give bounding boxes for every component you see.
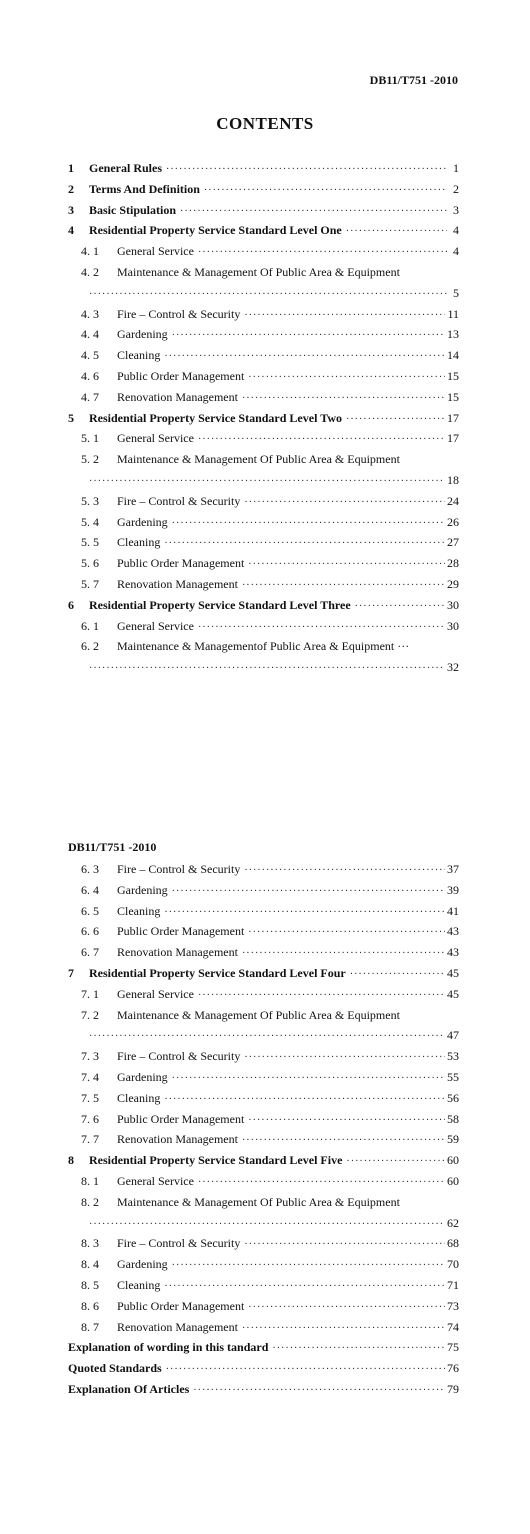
toc-entry-number: 5 <box>68 410 74 425</box>
toc-entry-page: 74 <box>447 1319 459 1334</box>
toc-entry[interactable] <box>68 880 459 901</box>
toc-entry-label: Renovation Management <box>117 576 238 591</box>
toc-leader-dots <box>198 618 445 639</box>
toc-entry-label: Maintenance & Management Of Public Area & Equipment <box>117 1194 400 1209</box>
toc-leader-dots <box>346 1152 445 1173</box>
toc-entry-label: Terms And Definition <box>89 181 200 196</box>
toc-leader-dots <box>242 1131 445 1152</box>
toc-entry-number: 7. 3 <box>81 1049 99 1064</box>
toc-entry-label: Renovation Management <box>117 389 238 404</box>
toc-entry-page: 30 <box>447 618 459 633</box>
toc-entry-page: 1 <box>453 161 459 175</box>
toc-entry-label: General Rules <box>89 161 162 175</box>
toc-entry-label: Cleaning <box>117 1090 161 1105</box>
toc-entry-number: 7. 6 <box>81 1111 99 1126</box>
toc-leader-dots <box>172 514 445 535</box>
toc-leader-dots <box>172 326 445 347</box>
toc-entry-label: Public Order Management <box>117 924 245 939</box>
toc-leader-dots <box>164 1277 445 1298</box>
toc-entry-page: 73 <box>447 1298 459 1313</box>
toc-entry[interactable] <box>68 984 459 1005</box>
toc-entry-number: 3 <box>68 202 74 217</box>
toc-entry[interactable] <box>68 158 459 179</box>
toc-entry-number: 4. 6 <box>81 368 99 383</box>
toc-entry-number: 6. 7 <box>81 945 99 960</box>
toc-entry-page: 2 <box>453 181 459 196</box>
toc-entry-label: Gardening <box>117 327 168 342</box>
toc-entry-number: 4. 3 <box>81 306 99 321</box>
toc-entry-number: 7. 1 <box>81 986 99 1001</box>
toc-entry-label: Maintenance & Management Of Public Area & Equipment <box>117 1007 400 1022</box>
toc-entry-page: 3 <box>453 202 459 217</box>
toc-leader-dots <box>164 534 445 555</box>
toc-entry-page: 17 <box>447 410 459 425</box>
toc-entry-page: 18 <box>447 472 459 487</box>
toc-leader-dots <box>193 1381 445 1402</box>
toc-entry-label: Quoted Standards <box>68 1361 162 1376</box>
toc-entry-page: 47 <box>447 1028 459 1043</box>
toc-entry[interactable] <box>68 200 459 221</box>
toc-entry-number: 5. 2 <box>81 452 99 467</box>
toc-leader-dots <box>198 430 445 451</box>
toc-entry[interactable] <box>68 1317 459 1338</box>
toc-entry-label: Gardening <box>117 1257 168 1272</box>
toc-entry[interactable] <box>68 408 459 429</box>
toc-entry-page: 24 <box>447 493 459 508</box>
toc-entry[interactable] <box>68 491 459 512</box>
toc-entry-page: 62 <box>447 1215 459 1230</box>
toc-entry-label: Explanation Of Articles <box>68 1381 190 1396</box>
toc-leader-dots <box>89 285 447 306</box>
toc-entry-page: 14 <box>447 348 459 363</box>
toc-leader-dots <box>198 986 445 1007</box>
toc-entry-number: 8. 6 <box>81 1298 99 1313</box>
toc-entry-page: 43 <box>447 945 459 960</box>
toc-entry-number: 5. 7 <box>81 576 99 591</box>
toc-leader-dots <box>248 368 445 389</box>
toc-leader-dots <box>244 306 445 327</box>
toc-leader-dots <box>198 243 447 264</box>
toc-leader-dots <box>242 944 445 965</box>
toc-entry[interactable] <box>68 921 459 942</box>
toc-entry-label: Maintenance & Managementof Public Area & Equipment ··· <box>117 639 410 654</box>
toc-entry[interactable] <box>68 1109 459 1130</box>
toc-entry-number: 7. 7 <box>81 1132 99 1147</box>
toc-entry-number: 8. 4 <box>81 1257 99 1272</box>
toc-entry[interactable] <box>68 512 459 533</box>
toc-entry[interactable] <box>68 1337 459 1358</box>
toc-entry[interactable] <box>68 901 459 922</box>
toc-leader-dots <box>172 1069 445 1090</box>
toc-entry-label: Basic Stipulation <box>89 202 177 217</box>
toc-leader-dots <box>172 882 445 903</box>
toc-entry[interactable] <box>68 942 459 963</box>
toc-entry-label: General Service <box>117 1173 194 1188</box>
toc-entry-number: 2 <box>68 181 74 196</box>
toc-entry[interactable] <box>68 1129 459 1150</box>
toc-entry-label: Residential Property Service Standard Level Three <box>89 597 351 612</box>
toc-leader-dots <box>89 1027 445 1048</box>
toc-entry-label: Gardening <box>117 1069 168 1084</box>
toc-entry-number: 7. 5 <box>81 1090 99 1105</box>
toc-entry-label: Fire – Control & Security <box>117 1236 241 1251</box>
document-code-header: DB11/T751 -2010 <box>369 73 458 87</box>
toc-leader-dots <box>166 1360 445 1381</box>
toc-entry-label: General Service <box>117 986 194 1001</box>
toc-entry[interactable] <box>68 574 459 595</box>
toc-entry-page: 68 <box>447 1236 459 1251</box>
toc-entry[interactable] <box>68 1296 459 1317</box>
toc-list-part1 <box>68 158 459 678</box>
toc-entry-page: 30 <box>447 597 459 612</box>
toc-leader-dots <box>164 903 445 924</box>
toc-entry-number: 5. 3 <box>81 493 99 508</box>
toc-entry[interactable] <box>68 1150 459 1171</box>
toc-entry-label: Fire – Control & Security <box>117 862 241 876</box>
toc-entry[interactable] <box>68 636 459 657</box>
toc-entry-page: 29 <box>447 576 459 591</box>
toc-entry[interactable] <box>68 220 459 241</box>
toc-entry-number: 8. 7 <box>81 1319 99 1334</box>
toc-leader-dots <box>248 1111 445 1132</box>
toc-entry-number: 6. 4 <box>81 882 99 897</box>
toc-entry-label: Public Order Management <box>117 368 245 383</box>
toc-entry-page: 4 <box>453 244 459 259</box>
toc-leader-dots <box>204 181 447 202</box>
toc-entry[interactable] <box>68 1379 459 1400</box>
toc-entry[interactable] <box>68 304 459 325</box>
toc-entry[interactable] <box>68 963 459 984</box>
toc-entry[interactable] <box>68 241 459 262</box>
toc-entry-label: Maintenance & Management Of Public Area & Equipment <box>117 452 400 467</box>
toc-entry-label: Cleaning <box>117 903 161 918</box>
toc-leader-dots <box>242 1319 445 1340</box>
toc-entry-page: 37 <box>447 862 459 876</box>
toc-entry-label: Maintenance & Management Of Public Area & Equipment <box>117 264 400 279</box>
toc-entry-page: 45 <box>447 986 459 1001</box>
toc-entry[interactable] <box>68 179 459 200</box>
toc-entry[interactable] <box>68 1358 459 1379</box>
toc-entry[interactable] <box>68 387 459 408</box>
toc-entry-page: 4 <box>453 223 459 238</box>
toc-entry[interactable] <box>68 1171 459 1192</box>
toc-leader-dots <box>180 202 447 223</box>
toc-entry-number: 5. 6 <box>81 556 99 571</box>
toc-entry-page: 43 <box>447 924 459 939</box>
toc-entry[interactable] <box>68 1088 459 1109</box>
toc-entry-label: Residential Property Service Standard Level Four <box>89 965 346 980</box>
toc-entry-page: 76 <box>447 1361 459 1376</box>
toc-entry-label: Fire – Control & Security <box>117 1049 241 1064</box>
toc-entry-page: 53 <box>447 1049 459 1064</box>
toc-leader-dots <box>244 493 445 514</box>
toc-entry-label: Cleaning <box>117 535 161 550</box>
toc-entry-label: Residential Property Service Standard Level One <box>89 223 342 238</box>
toc-entry-page: 26 <box>447 514 459 529</box>
toc-entry-page: 75 <box>447 1340 459 1355</box>
toc-leader-dots <box>198 1173 445 1194</box>
toc-entry[interactable] <box>68 657 459 678</box>
toc-entry-number: 1 <box>68 161 74 175</box>
toc-entry-page: 60 <box>447 1173 459 1188</box>
toc-leader-dots <box>89 472 445 493</box>
toc-entry-label: Explanation of wording in this tandard <box>68 1340 269 1355</box>
toc-entry-number: 6. 1 <box>81 618 99 633</box>
toc-entry[interactable] <box>68 470 459 491</box>
toc-entry-number: 6. 6 <box>81 924 99 939</box>
toc-entry-page: 28 <box>447 556 459 571</box>
toc-entry-label: Public Order Management <box>117 1298 245 1313</box>
toc-leader-dots <box>89 659 445 680</box>
toc-leader-dots <box>89 1215 445 1236</box>
document-code-footer: DB11/T751 -2010 <box>68 840 157 854</box>
toc-entry-label: Fire – Control & Security <box>117 306 241 321</box>
toc-entry-page: 5 <box>453 285 459 300</box>
toc-leader-dots <box>244 1235 445 1256</box>
toc-entry[interactable] <box>68 449 459 470</box>
toc-entry-page: 45 <box>447 965 459 980</box>
toc-entry-page: 56 <box>447 1090 459 1105</box>
toc-entry-page: 41 <box>447 903 459 918</box>
toc-entry-page: 79 <box>447 1381 459 1396</box>
toc-leader-dots <box>242 389 445 410</box>
toc-leader-dots <box>346 222 447 243</box>
toc-leader-dots <box>248 555 445 576</box>
toc-entry[interactable] <box>68 616 459 637</box>
toc-leader-dots <box>355 597 445 618</box>
toc-entry-number: 6. 3 <box>81 862 99 876</box>
toc-entry[interactable] <box>68 1067 459 1088</box>
toc-entry-number: 5. 5 <box>81 535 99 550</box>
toc-entry-page: 71 <box>447 1277 459 1292</box>
toc-entry-page: 15 <box>447 368 459 383</box>
toc-entry-number: 7 <box>68 965 74 980</box>
toc-entry-number: 7. 2 <box>81 1007 99 1022</box>
toc-leader-dots <box>248 923 445 944</box>
toc-entry-label: Fire – Control & Security <box>117 493 241 508</box>
toc-entry-label: Cleaning <box>117 1277 161 1292</box>
toc-entry-number: 8. 1 <box>81 1173 99 1188</box>
toc-entry-label: Public Order Management <box>117 1111 245 1126</box>
toc-entry-number: 5. 1 <box>81 431 99 446</box>
toc-entry-page: 58 <box>447 1111 459 1126</box>
toc-leader-dots <box>164 347 445 368</box>
toc-entry-page: 17 <box>447 431 459 446</box>
toc-entry-number: 8. 2 <box>81 1194 99 1209</box>
toc-entry[interactable] <box>68 1275 459 1296</box>
toc-entry-label: Residential Property Service Standard Level Two <box>89 410 342 425</box>
toc-entry-number: 8 <box>68 1153 74 1168</box>
toc-entry-label: General Service <box>117 244 194 259</box>
toc-entry-label: Cleaning <box>117 348 161 363</box>
toc-leader-dots <box>172 1256 445 1277</box>
toc-leader-dots <box>164 1090 445 1111</box>
toc-entry[interactable] <box>68 1025 459 1046</box>
toc-entry-number: 5. 4 <box>81 514 99 529</box>
toc-entry-label: Public Order Management <box>117 556 245 571</box>
toc-entry[interactable] <box>68 428 459 449</box>
toc-leader-dots <box>166 160 447 181</box>
toc-entry[interactable] <box>68 366 459 387</box>
toc-leader-dots <box>248 1298 445 1319</box>
toc-entry-number: 8. 3 <box>81 1236 99 1251</box>
toc-entry[interactable] <box>68 595 459 616</box>
toc-leader-dots <box>346 410 445 431</box>
toc-entry-number: 6. 2 <box>81 639 99 654</box>
toc-entry[interactable] <box>68 345 459 366</box>
toc-entry[interactable] <box>68 532 459 553</box>
toc-entry-label: General Service <box>117 431 194 446</box>
toc-entry[interactable] <box>68 262 459 283</box>
toc-entry[interactable] <box>68 553 459 574</box>
toc-entry[interactable] <box>68 1046 459 1067</box>
toc-leader-dots <box>244 861 445 882</box>
toc-entry-number: 4. 5 <box>81 348 99 363</box>
toc-entry-label: Renovation Management <box>117 1319 238 1334</box>
toc-entry[interactable] <box>68 1005 459 1026</box>
toc-entry-page: 27 <box>447 535 459 550</box>
toc-entry-page: 13 <box>447 327 459 342</box>
toc-entry-page: 60 <box>447 1153 459 1168</box>
toc-entry-number: 4 <box>68 223 74 238</box>
toc-entry-number: 6. 5 <box>81 903 99 918</box>
toc-entry-label: Residential Property Service Standard Level Five <box>89 1153 343 1168</box>
toc-entry[interactable] <box>68 324 459 345</box>
toc-entry[interactable] <box>68 1254 459 1275</box>
toc-leader-dots <box>242 576 445 597</box>
toc-entry-page: 70 <box>447 1257 459 1272</box>
toc-entry[interactable] <box>68 859 459 880</box>
toc-leader-dots <box>272 1339 445 1360</box>
toc-entry[interactable] <box>68 283 459 304</box>
toc-entry[interactable] <box>68 1233 459 1254</box>
toc-entry-number: 8. 5 <box>81 1277 99 1292</box>
toc-leader-dots <box>244 1048 445 1069</box>
toc-entry-page: 11 <box>447 306 459 321</box>
toc-entry-page: 39 <box>447 882 459 897</box>
toc-entry-page: 55 <box>447 1069 459 1084</box>
toc-entry-label: Gardening <box>117 882 168 897</box>
toc-entry[interactable] <box>68 1192 459 1213</box>
toc-entry-number: 6 <box>68 597 74 612</box>
toc-entry-number: 4. 2 <box>81 264 99 279</box>
toc-entry-number: 7. 4 <box>81 1069 99 1084</box>
toc-entry-label: Gardening <box>117 514 168 529</box>
toc-entry-number: 4. 1 <box>81 244 99 259</box>
toc-entry-page: 32 <box>447 660 459 675</box>
page-title: CONTENTS <box>216 114 314 133</box>
toc-entry-page: 59 <box>447 1132 459 1147</box>
toc-entry[interactable] <box>68 1213 459 1234</box>
toc-entry-number: 4. 7 <box>81 389 99 404</box>
toc-leader-dots <box>350 965 445 986</box>
toc-entry-number: 4. 4 <box>81 327 99 342</box>
toc-entry-label: Renovation Management <box>117 945 238 960</box>
toc-entry-label: General Service <box>117 618 194 633</box>
toc-entry-page: 15 <box>447 389 459 404</box>
toc-list-part2 <box>68 859 459 1400</box>
toc-entry-label: Renovation Management <box>117 1132 238 1147</box>
